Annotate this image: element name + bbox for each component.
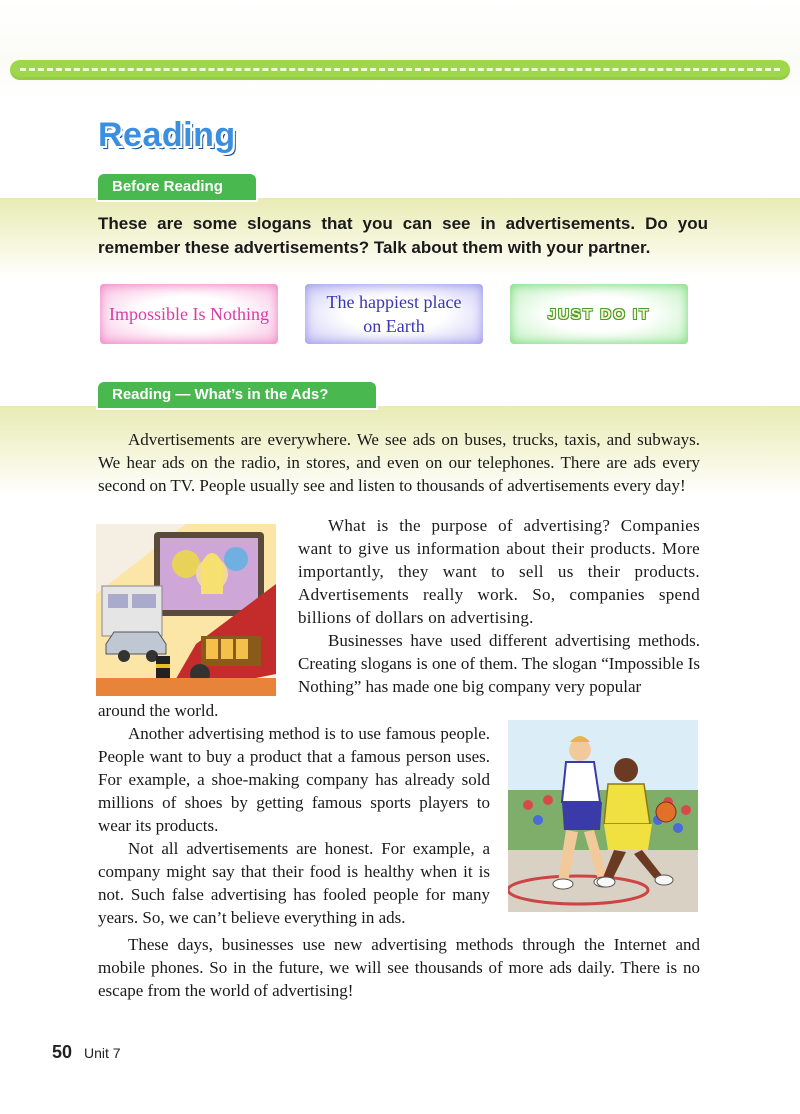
slogan-card-happiest-place [305, 284, 483, 344]
slogan-card-impossible [100, 284, 278, 344]
paragraph-4: Another advertising method is to use famous people. People want to buy a product that a famous person uses. For example, a shoe-making company has already sold millions of shoes by getting famous sports players to wear its products. [98, 724, 490, 835]
header-band [0, 0, 800, 100]
tab-before-reading: Before Reading [98, 174, 256, 200]
slogan-text-line2: on Earth [363, 316, 425, 336]
basketball-players-illustration [508, 720, 698, 912]
decorative-green-bar [10, 60, 790, 80]
before-reading-instructions: These are some slogans that you can see in advertisements. Do you remember these advertisements? Talk about them with your partner. [98, 214, 708, 257]
paragraph-2: What is the purpose of advertising? Companies want to give us information about their products. More importantly, they want to sell us their products. Advertisements really work. So, companies spend billions of dollars on advertising. [298, 516, 700, 627]
slogan-text: Impossible Is Nothing [109, 303, 269, 324]
unit-label: Unit 7 [84, 1045, 121, 1061]
slogan-text: JUST DO IT [547, 305, 651, 323]
slogan-card-just-do-it [510, 284, 688, 344]
paragraph-3-continued: around the world. [98, 701, 219, 720]
section-title: Reading [98, 116, 236, 154]
paragraph-3: Businesses have used different advertising methods. Creating slogans is one of them. The slogan “Impossible Is Nothing” has made one big company very popular [298, 631, 700, 696]
slogan-text-line1: The happiest place [326, 292, 462, 312]
paragraph-6: These days, businesses use new advertising methods through the Internet and mobile phones. So in the future, we will see thousands of more ads daily. There is no escape from the world of advertising! [98, 935, 700, 1000]
advertising-illustration [96, 524, 276, 696]
paragraph-5: Not all advertisements are honest. For example, a company might say that their food is healthy when it is not. Such false advertising has fooled people for many years. So, we can’t believe everything in ads. [98, 839, 490, 927]
page-number: 50 [52, 1042, 73, 1062]
tab-reading-whats-in-the-ads: Reading — What’s in the Ads? [98, 382, 376, 408]
paragraph-1: Advertisements are everywhere. We see ads on buses, trucks, taxis, and subways. We hear ads on the radio, in stores, and even on our telephones. There are ads every second on TV. People usually see and listen to thousands of advertisements every day! [98, 430, 700, 495]
